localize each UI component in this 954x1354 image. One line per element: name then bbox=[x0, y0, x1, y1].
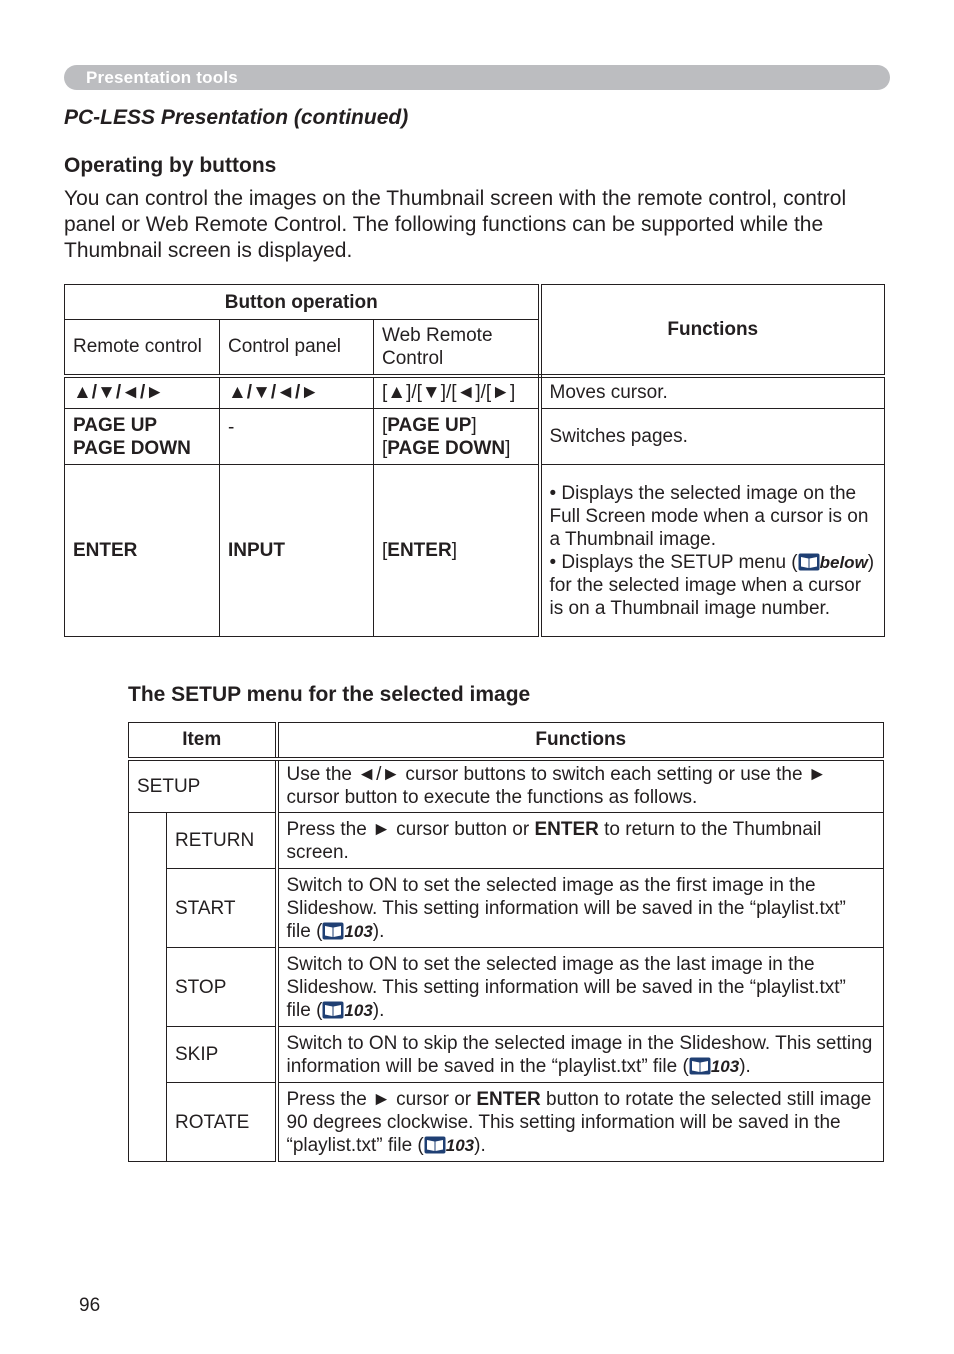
col-web-remote: Web Remote Control bbox=[374, 320, 540, 376]
table-row bbox=[65, 465, 885, 637]
function-skip: Switch to ON to skip the selected image in the Slideshow. This setting information will be saved in the “playlist.txt” file ( 103). bbox=[277, 1027, 884, 1083]
item-start: START bbox=[167, 869, 277, 948]
subheading: Operating by buttons bbox=[64, 154, 277, 177]
table-row bbox=[129, 1083, 884, 1162]
cell-remote: ENTER bbox=[65, 465, 220, 637]
functions-header: Functions bbox=[540, 285, 885, 376]
item-return: RETURN bbox=[167, 813, 277, 869]
page-number: 96 bbox=[79, 1295, 101, 1316]
function-rotate: Press the ► cursor or ENTER button to rotate the selected still image 90 degrees clockwise. This setting information will be saved in the “playlist.txt” file ( 103). bbox=[277, 1083, 884, 1162]
table-row bbox=[129, 813, 884, 869]
setup-heading: The SETUP menu for the selected image bbox=[128, 683, 531, 706]
book-reference-icon bbox=[424, 1136, 446, 1154]
cell-remote: ▲/▼/◄/► bbox=[65, 376, 220, 409]
web-page-down: PAGE DOWN bbox=[387, 437, 506, 459]
col-remote-control: Remote control bbox=[65, 320, 220, 376]
reference-103[interactable]: 103 bbox=[344, 921, 373, 941]
item-skip: SKIP bbox=[167, 1027, 277, 1083]
remote-page-down: PAGE DOWN bbox=[73, 437, 191, 459]
item-stop: STOP bbox=[167, 948, 277, 1027]
table-row bbox=[129, 948, 884, 1027]
section-title: PC-LESS Presentation (continued) bbox=[64, 106, 409, 129]
col-functions-header: Functions bbox=[277, 723, 884, 759]
col-item-header: Item bbox=[129, 723, 277, 759]
web-enter: ENTER bbox=[387, 540, 452, 561]
cell-function: Moves cursor. bbox=[540, 376, 885, 409]
remote-page-up: PAGE UP bbox=[73, 414, 158, 436]
intro-paragraph: You can control the images on the Thumbnail screen with the remote control, control panel or Web Remote Control. The following functions can be supported while the Thumbnail screen is displayed. bbox=[64, 187, 847, 262]
function-line-1: • Displays the selected image on the Full Screen mode when a cursor is on a Thumbnail image. bbox=[549, 482, 869, 550]
reference-below[interactable]: below bbox=[819, 552, 868, 572]
function-setup: Use the ◄/► cursor buttons to switch each setting or use the ► cursor button to execute the functions as follows. bbox=[277, 759, 884, 813]
book-reference-icon bbox=[798, 553, 820, 571]
function-line-2: • Displays the SETUP menu ( below) for the selected image when a cursor is on a Thumbnail image number. bbox=[549, 551, 875, 619]
cell-web: [▲]/[▼]/[◄]/[►] bbox=[374, 376, 540, 409]
reference-103[interactable]: 103 bbox=[710, 1056, 740, 1076]
table-row bbox=[65, 409, 885, 465]
table-row bbox=[129, 759, 884, 813]
col-control-panel: Control panel bbox=[220, 320, 374, 376]
book-reference-icon bbox=[689, 1057, 711, 1075]
header-bar bbox=[64, 65, 890, 90]
cell-web: [PAGE UP] [PAGE DOWN] bbox=[374, 409, 540, 465]
reference-103[interactable]: 103 bbox=[344, 1000, 373, 1020]
book-reference-icon bbox=[322, 922, 344, 940]
table-row bbox=[129, 1027, 884, 1083]
header-label: Presentation tools bbox=[86, 68, 238, 87]
cell-panel: INPUT bbox=[220, 465, 374, 637]
book-reference-icon bbox=[322, 1001, 344, 1019]
setup-menu-table bbox=[128, 722, 884, 1162]
table-row bbox=[129, 869, 884, 948]
cell-remote bbox=[65, 409, 220, 465]
cell-panel: - bbox=[220, 409, 374, 465]
table-row bbox=[65, 376, 885, 409]
button-operation-table bbox=[64, 284, 885, 637]
item-setup: SETUP bbox=[129, 759, 277, 813]
cell-web: [ENTER] bbox=[374, 465, 540, 637]
function-stop: Switch to ON to set the selected image as the last image in the Slideshow. This setting information will be saved in the “playlist.txt” file ( 103). bbox=[277, 948, 884, 1027]
button-operation-header: Button operation bbox=[65, 285, 540, 320]
cell-function: Switches pages. bbox=[540, 409, 885, 465]
cell-panel: ▲/▼/◄/► bbox=[220, 376, 374, 409]
indent-cell bbox=[129, 813, 167, 1162]
cell-function bbox=[540, 465, 885, 637]
function-return: Press the ► cursor button or ENTER to return to the Thumbnail screen. bbox=[277, 813, 884, 869]
reference-103[interactable]: 103 bbox=[445, 1135, 475, 1155]
item-rotate: ROTATE bbox=[167, 1083, 277, 1162]
function-start: Switch to ON to set the selected image as the first image in the Slideshow. This setting information will be saved in the “playlist.txt” file ( 103). bbox=[277, 869, 884, 948]
web-page-up: PAGE UP bbox=[387, 414, 472, 436]
